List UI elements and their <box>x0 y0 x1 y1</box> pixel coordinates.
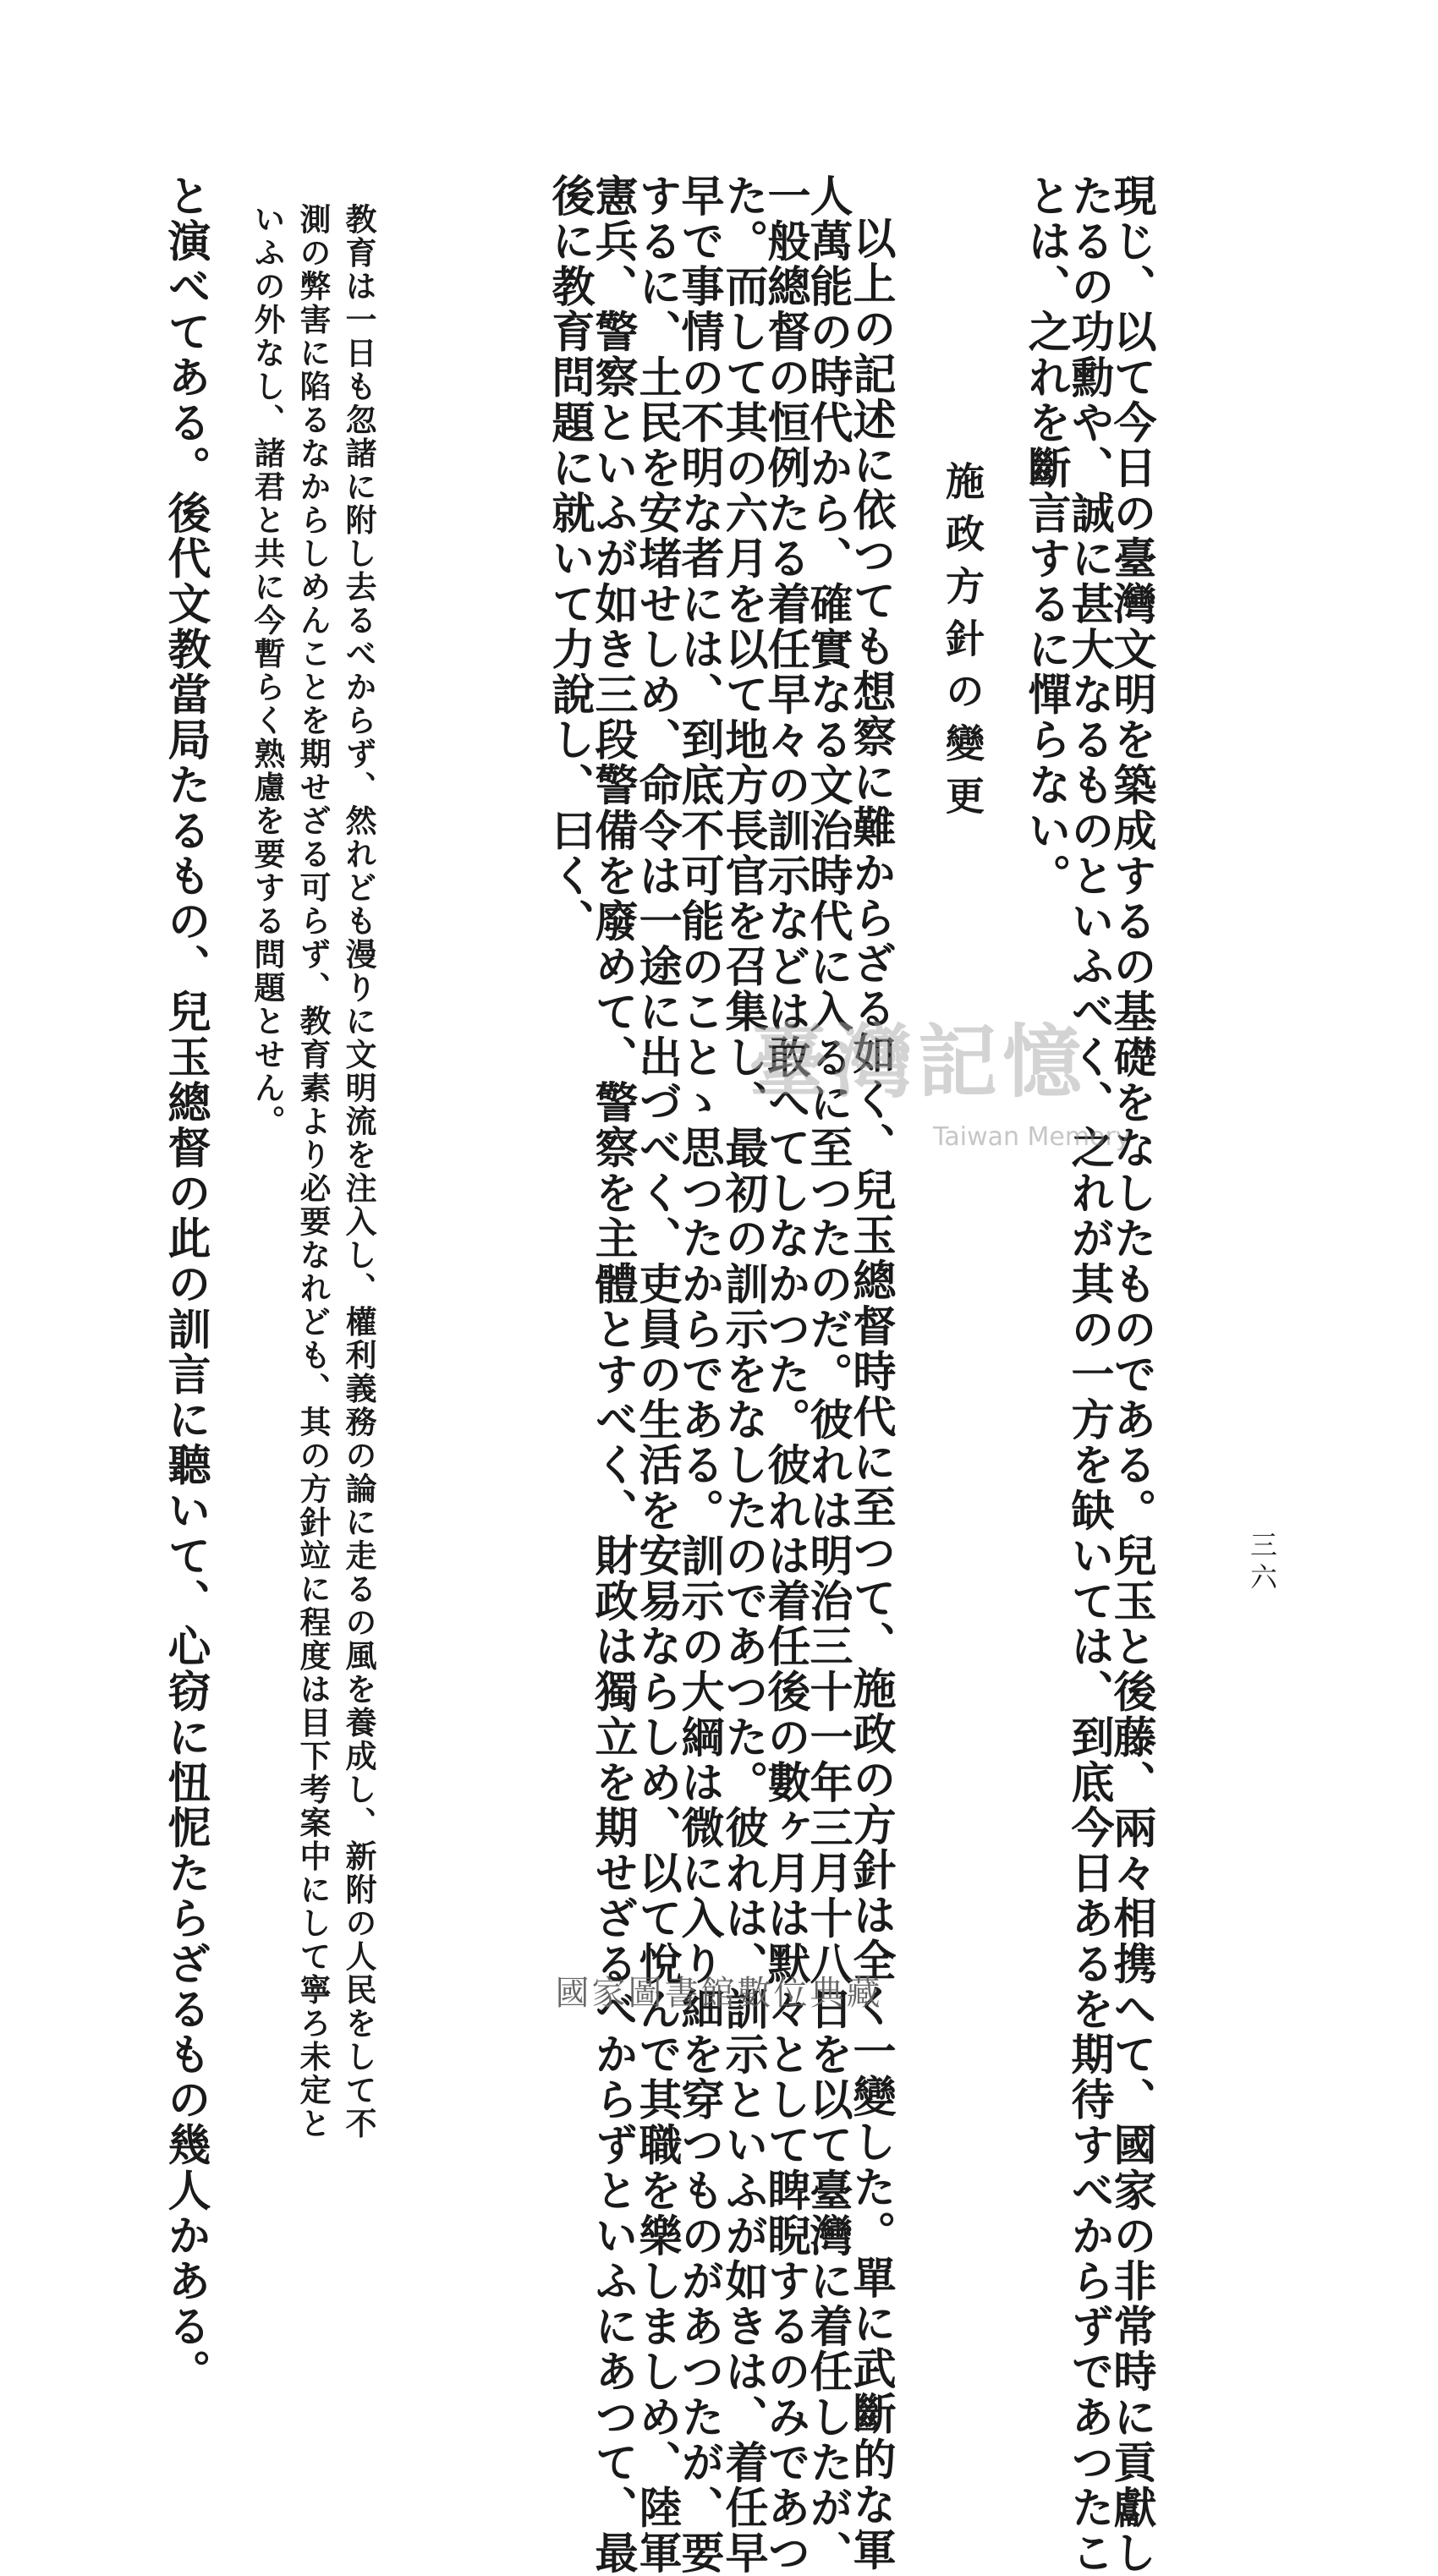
text-line: 現じ、以て今日の臺灣文明を築成するの基礎をなしたものである。兒玉と後藤、兩々相携へて、國家の非常時に貢獻し <box>1106 173 1156 2576</box>
watermark-logo <box>749 1016 1146 1163</box>
text-line: 以上の記述に依つても想察に難からざる如く、兒玉總督時代に至つて、施政の方針は全く一變した。單に武斷的な軍 <box>845 216 896 2573</box>
watermark-chars: 臺灣記憶 <box>749 1016 1088 1109</box>
text-line: たるの功勳や、誠に甚大なるものといふべく、之れが其の一方を缺いては、到底今日あるを期待すべからずであつたこ <box>1063 173 1114 2576</box>
text-line: た。而して其の六月を以て地方長官を召集し、最初の訓示をなしたのであつた。彼れは、訓示といふが如きは、着任早 <box>717 173 768 2576</box>
quote-line: いふの外なし、諸君と共に今暫らく熟慮を要する問題とせん。 <box>249 203 286 1138</box>
page-number: 三六 <box>1246 1531 1278 1595</box>
text-line: 人萬能の時代から、確實なる文治時代に入るに至つたのだ。彼れは明治三十一年三月十八日を以て臺灣に着任したが、 <box>802 173 853 2576</box>
text-line: とは、之れを斷言するに憚らない。 <box>1020 173 1071 899</box>
text-line: 憲兵、警察といふが如き三段警備を廢めて、警察を主體とすべく、財政は獨立を期せざるべからずといふにあつて、最 <box>587 173 638 2576</box>
footer-credit: 國家圖書館數位典藏 <box>555 1974 883 2013</box>
quote-line: 教育は一日も忽諸に附し去るべからず、然れども漫りに文明流を注入し、權利義務の論に走るの風を養成し、新附の人民をして不 <box>340 203 377 2140</box>
text-line: 一般總督の恒例たる着任早々の訓示などは敢へてしなかつた。彼れは着任後の數ヶ月は默々として睥睨するのみであつ <box>760 173 810 2576</box>
quote-line: 測の弊害に陷るなからしめんことを期せざる可らず、教育素より必要なれども、其の方針竝に程度は目下考案中にして寧ろ未定と <box>294 203 332 2140</box>
watermark-latin: Taiwan Memory <box>933 1122 1131 1152</box>
text-line: と演べてある。後代文教當局たるもの、兒玉總督の此の訓言に聽いて、心窃に忸怩たらざるもの幾人かある。 <box>160 173 211 2395</box>
section-heading: 施政方針の變更 <box>940 461 985 828</box>
text-line: 早で事情の不明な者には、到底不可能のことゝ思つたからである。訓示の大綱は微に入り細を穿つものがあつたが、要 <box>673 173 724 2576</box>
text-line: 後に教育問題に就いて力說し、曰く、 <box>544 173 595 945</box>
text-line: するに、土民を安堵せしめ、命令は一途に出づべく、吏員の生活を安易ならしめ、以て悅んで其職を樂しましめ、陸軍 <box>631 173 682 2576</box>
